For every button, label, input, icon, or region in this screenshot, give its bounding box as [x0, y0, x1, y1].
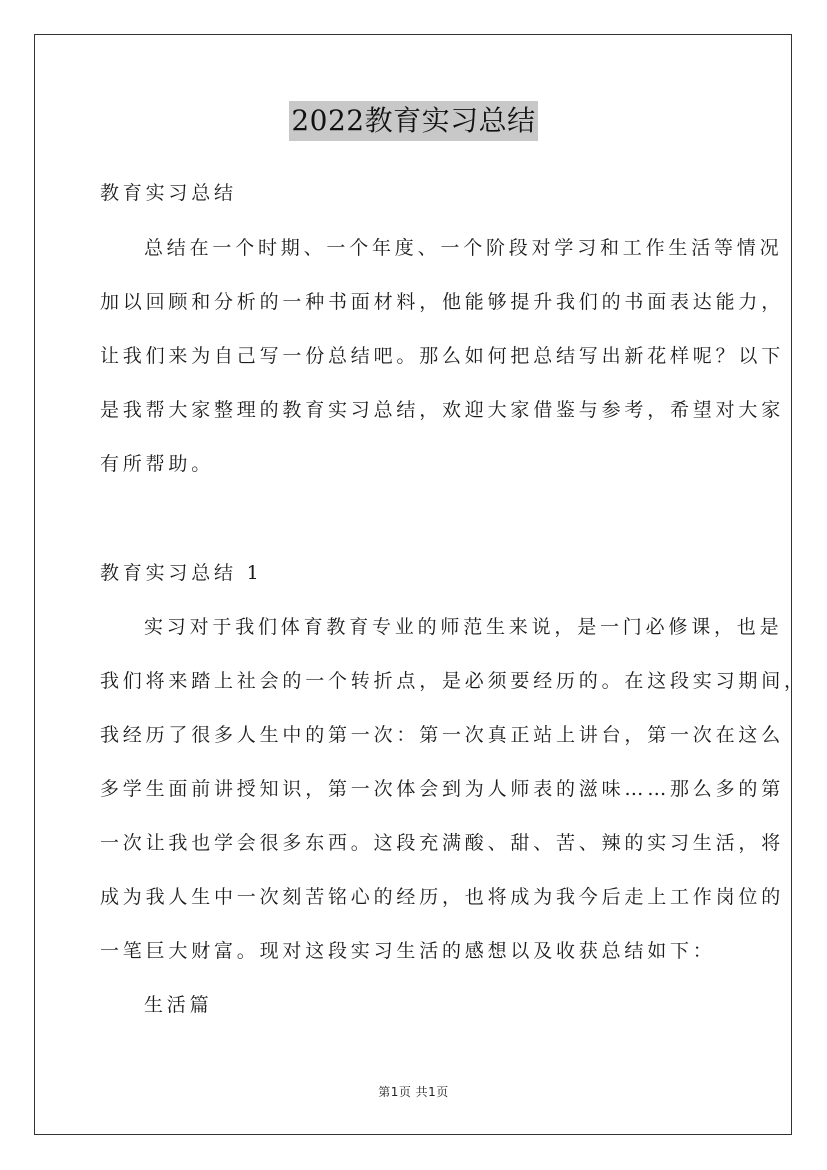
body-line: 多学生面前讲授知识，第一次体会到为人师表的滋味……那么多的第	[100, 778, 785, 800]
body-line: 成为我人生中一次刻苦铭心的经历，也将成为我今后走上工作岗位的	[100, 886, 785, 908]
intro-line: 加以回顾和分析的一种书面材料，他能够提升我们的书面表达能力，	[100, 291, 785, 313]
intro-line: 总结在一个时期、一个年度、一个阶段对学习和工作生活等情况	[144, 237, 783, 259]
body-line: 一笔巨大财富。现对这段实习生活的感想以及收获总结如下：	[100, 940, 716, 962]
section-heading-intro: 教育实习总结	[100, 182, 237, 204]
section-heading-1: 教育实习总结 1	[100, 562, 263, 584]
intro-line: 是我帮大家整理的教育实习总结，欢迎大家借鉴与参考，希望对大家	[100, 399, 785, 421]
page-footer: 第1页 共1页	[378, 1085, 449, 1099]
subheading-life: 生活篇	[144, 994, 213, 1016]
intro-line: 让我们来为自己写一份总结吧。那么如何把总结写出新花样呢？以下	[100, 345, 785, 367]
intro-line: 有所帮助。	[100, 453, 215, 475]
title-container	[0, 101, 827, 141]
body-line: 我经历了很多人生中的第一次：第一次真正站上讲台，第一次在这么	[100, 724, 785, 746]
body-line: 实习对于我们体育教育专业的师范生来说，是一门必修课，也是	[144, 616, 783, 638]
body-line: 我们将来踏上社会的一个转折点，是必须要经历的。在这段实习期间，	[100, 670, 807, 692]
body-line: 一次让我也学会很多东西。这段充满酸、甜、苦、辣的实习生活，将	[100, 832, 785, 854]
document-title: 2022教育实习总结	[289, 101, 537, 141]
